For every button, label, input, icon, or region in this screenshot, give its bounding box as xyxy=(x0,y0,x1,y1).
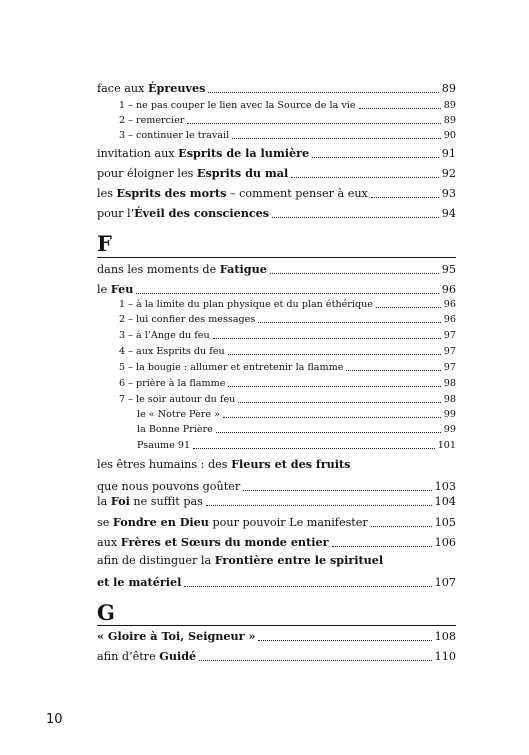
first-line-part: Fleurs et des fruits xyxy=(231,457,351,471)
toc-entry-title xyxy=(97,649,196,664)
first-line-part: Frontière entre le spirituel xyxy=(214,553,384,567)
title-part: dans les moments de xyxy=(97,263,220,276)
toc-entry-title xyxy=(119,394,235,406)
dot-leader xyxy=(258,322,441,323)
toc-entry-title xyxy=(97,282,133,297)
dot-leader xyxy=(258,640,431,641)
toc-page-number: 97 xyxy=(443,362,456,373)
toc-entry-title xyxy=(97,629,255,644)
dot-leader xyxy=(371,197,439,198)
dot-leader xyxy=(359,108,441,109)
dot-leader xyxy=(213,338,441,339)
toc-page-number: 105 xyxy=(434,516,456,529)
toc-page-number: 90 xyxy=(443,130,456,141)
toc-entry-title xyxy=(97,81,205,96)
first-line-part: les êtres humains : des xyxy=(97,458,232,471)
title-part: aux xyxy=(97,536,121,549)
dot-leader xyxy=(346,370,440,371)
toc-entry-title xyxy=(119,314,255,326)
title-part: Feu xyxy=(110,282,134,296)
title-part: Esprits de la lumière xyxy=(178,146,310,160)
dot-leader xyxy=(232,138,441,139)
title-part: 1 – ne pas couper le lien avec la Source de la vie xyxy=(119,100,356,111)
title-part: pour l’ xyxy=(97,207,135,220)
dot-leader xyxy=(208,92,438,93)
toc-page-number: 99 xyxy=(443,424,456,435)
title-part: le « Notre Père » xyxy=(137,409,220,420)
toc-page-number: 97 xyxy=(443,330,456,341)
title-part: Fondre en Dieu xyxy=(112,515,209,529)
toc-entry[interactable] xyxy=(119,327,456,342)
dot-leader xyxy=(206,505,432,506)
toc-entry-title xyxy=(137,409,220,421)
toc-entry[interactable] xyxy=(97,626,456,644)
first-line-part: afin de distinguer la xyxy=(97,554,215,567)
toc-entry[interactable] xyxy=(119,375,456,390)
title-part: la Bonne Prière xyxy=(137,424,213,435)
dot-leader xyxy=(228,386,440,387)
toc-page-number: 97 xyxy=(443,346,456,357)
section-letter: F xyxy=(97,231,112,256)
dot-leader xyxy=(312,157,439,158)
toc-entry[interactable] xyxy=(97,512,456,530)
title-part: le xyxy=(97,283,111,296)
toc-page-number: 89 xyxy=(443,115,456,126)
title-part: la xyxy=(97,495,111,508)
dot-leader xyxy=(199,660,431,661)
page-number: 10 xyxy=(46,712,63,727)
toc-entry[interactable] xyxy=(119,97,456,112)
toc-entry[interactable] xyxy=(97,532,456,550)
title-part: ne suffit pas xyxy=(129,495,203,508)
toc-entry[interactable] xyxy=(97,572,456,590)
title-part: 2 – remercier xyxy=(119,115,185,126)
toc-page-number: 107 xyxy=(434,576,456,589)
toc-page-number: 99 xyxy=(443,409,456,420)
toc-entry-title xyxy=(97,166,288,181)
dot-leader xyxy=(376,307,441,308)
toc-entry-title xyxy=(119,100,356,112)
title-part: pour pouvoir Le manifester xyxy=(208,516,368,529)
dot-leader xyxy=(228,354,441,355)
toc-entry-title xyxy=(97,262,267,277)
toc-entry[interactable] xyxy=(97,163,456,181)
toc-entry-title xyxy=(97,515,368,530)
section-letter: G xyxy=(97,600,115,625)
toc-page-number: 92 xyxy=(441,167,456,180)
toc-page-number: 98 xyxy=(443,378,456,389)
dot-leader xyxy=(136,293,438,294)
toc-entry[interactable] xyxy=(119,127,456,142)
title-part: invitation aux xyxy=(97,147,179,160)
toc-page-number: 96 xyxy=(441,283,456,296)
toc-entry[interactable] xyxy=(137,421,456,436)
title-part: – comment penser à eux xyxy=(226,187,368,200)
toc-entry[interactable] xyxy=(119,296,456,311)
toc-entry[interactable] xyxy=(97,279,456,297)
title-part: 7 – le soir autour du feu xyxy=(119,394,236,405)
toc-page-number: 104 xyxy=(434,495,456,508)
toc-entry-title xyxy=(97,535,329,550)
toc-entry[interactable] xyxy=(97,491,456,509)
dot-leader xyxy=(184,586,431,587)
title-part: Esprits du mal xyxy=(196,166,289,180)
title-part: Épreuves xyxy=(148,81,206,95)
title-part: 4 – aux Esprits du feu xyxy=(119,346,225,357)
title-part: 5 – la bougie : allumer et entretenir la flamme xyxy=(119,362,344,373)
dot-leader xyxy=(371,526,432,527)
toc-entry[interactable] xyxy=(119,112,456,127)
toc-page-number: 106 xyxy=(434,536,456,549)
title-part: Guidé xyxy=(159,649,197,663)
toc-entry[interactable] xyxy=(119,311,456,326)
toc-entry-title xyxy=(119,130,229,142)
toc-entry-title xyxy=(137,440,190,452)
title-part: Psaume 91 xyxy=(137,440,191,451)
title-part: les xyxy=(97,187,117,200)
title-part: Frères et Sœurs du monde entier xyxy=(120,535,329,549)
dot-leader xyxy=(193,448,435,449)
title-part: 6 – prière à la flamme xyxy=(119,378,226,389)
toc-entry-title xyxy=(119,115,184,127)
toc-page-number: 93 xyxy=(441,187,456,200)
dot-leader xyxy=(187,123,440,124)
title-part: « Gloire à Toi, Seigneur » xyxy=(97,629,256,643)
title-part: 3 – à l’Ange du feu xyxy=(119,330,210,341)
toc-entry-title xyxy=(119,378,225,390)
toc-page-number: 108 xyxy=(434,630,456,643)
toc-entry-title xyxy=(119,362,343,374)
toc-entry[interactable] xyxy=(97,78,456,96)
dot-leader xyxy=(291,177,438,178)
toc-entry[interactable] xyxy=(97,646,456,664)
title-part: Foi xyxy=(110,494,130,508)
toc-entry-title xyxy=(97,494,203,509)
title-part: 3 – continuer le travail xyxy=(119,130,230,141)
toc-page-number: 101 xyxy=(437,440,456,451)
title-part: Esprits des morts xyxy=(116,186,227,200)
toc-entry[interactable] xyxy=(97,203,456,221)
toc-entry-title xyxy=(97,575,181,590)
toc-entry[interactable] xyxy=(137,437,456,452)
toc-page-number: 103 xyxy=(434,480,456,493)
toc-entry[interactable] xyxy=(119,391,456,406)
toc-page-number: 96 xyxy=(443,314,456,325)
toc-entry-title xyxy=(119,330,210,342)
toc-entry-title xyxy=(97,206,269,221)
title-part: Éveil des consciences xyxy=(134,206,270,220)
toc-entry[interactable] xyxy=(137,406,456,421)
toc-page-number: 110 xyxy=(434,650,456,663)
toc-entry-title xyxy=(97,186,368,201)
dot-leader xyxy=(272,217,439,218)
toc-page-number: 91 xyxy=(441,147,456,160)
dot-leader xyxy=(216,432,441,433)
dot-leader xyxy=(238,402,440,403)
title-part: pour éloigner les xyxy=(97,167,197,180)
toc-entry[interactable] xyxy=(119,343,456,358)
toc-entry-title xyxy=(137,424,213,436)
dot-leader xyxy=(223,417,441,418)
title-part: 1 – à la limite du plan physique et du plan éthérique xyxy=(119,299,373,310)
toc-entry-title xyxy=(97,146,309,161)
dot-leader xyxy=(270,273,439,274)
title-part: et le matériel xyxy=(97,575,182,589)
dot-leader xyxy=(332,546,432,547)
title-part: 2 – lui confier des messages xyxy=(119,314,256,325)
toc-page-number: 98 xyxy=(443,394,456,405)
toc-entry-title xyxy=(119,346,225,358)
toc-page-number: 95 xyxy=(441,263,456,276)
toc-entry[interactable] xyxy=(97,259,456,277)
toc-page-number: 89 xyxy=(441,82,456,95)
title-part: face aux xyxy=(97,82,148,95)
title-part: se xyxy=(97,516,113,529)
title-part: afin d’être xyxy=(97,650,160,663)
toc-entry[interactable] xyxy=(97,143,456,161)
toc-entry[interactable] xyxy=(119,359,456,374)
section-rule xyxy=(97,257,456,258)
toc-entry-title xyxy=(119,299,373,311)
toc-entry[interactable] xyxy=(97,183,456,201)
toc-entry-first-line xyxy=(97,457,350,472)
toc-page-number: 94 xyxy=(441,207,456,220)
toc-page-number: 89 xyxy=(443,100,456,111)
title-part: que nous pouvons goûter xyxy=(97,480,241,493)
toc-entry-first-line xyxy=(97,553,383,568)
toc-page-number: 96 xyxy=(443,299,456,310)
title-part: Fatigue xyxy=(219,262,267,276)
